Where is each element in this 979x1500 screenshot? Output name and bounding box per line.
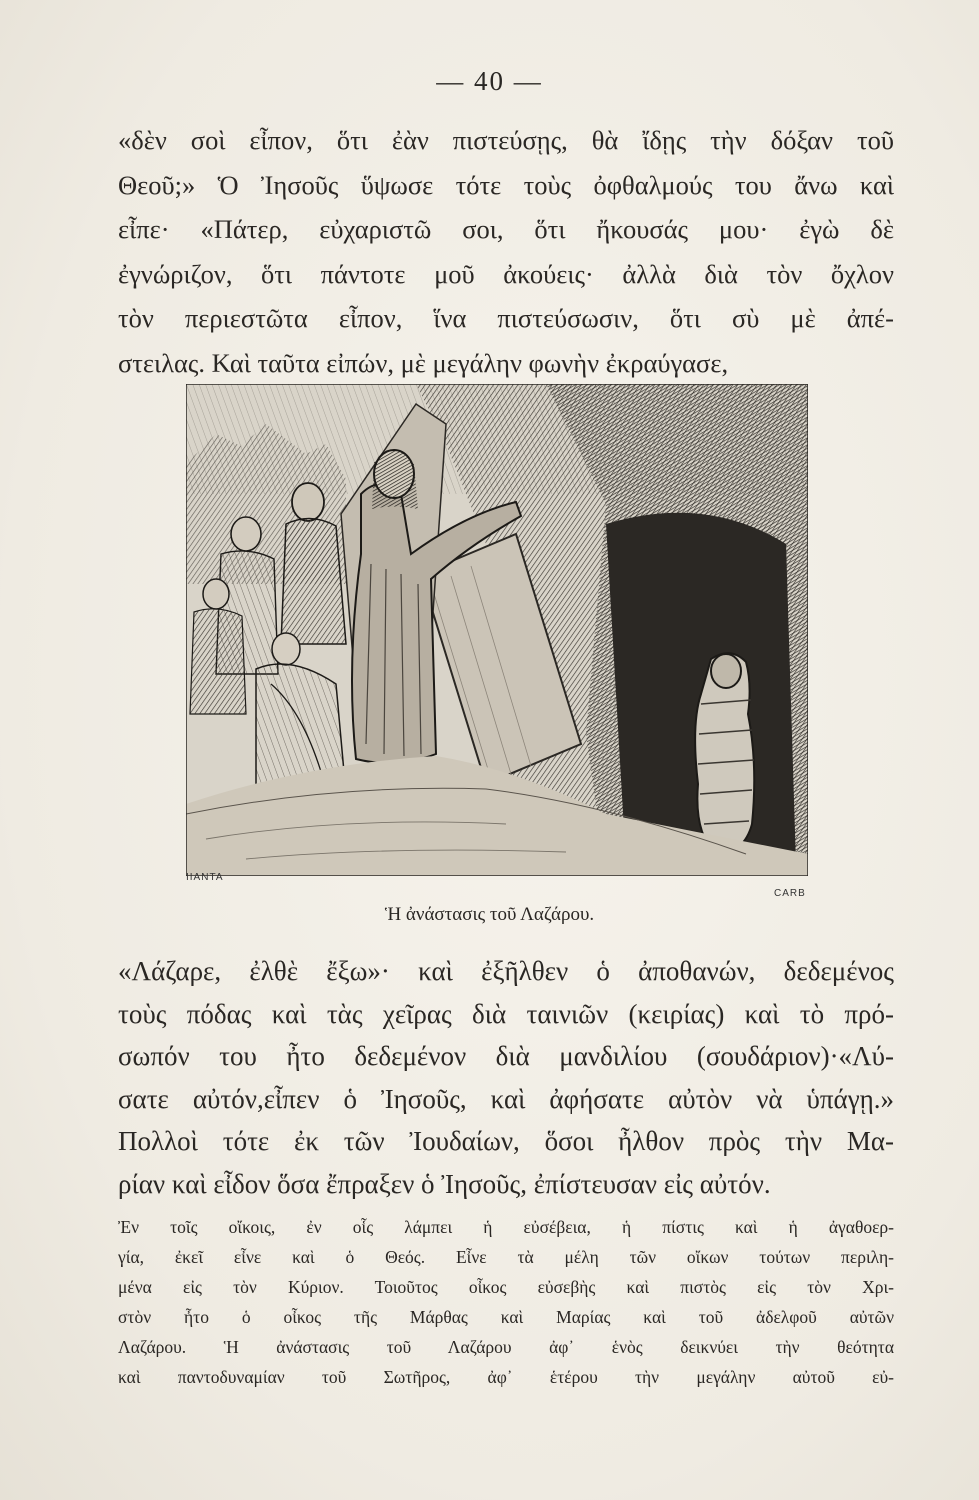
page-number: — 40 — (436, 66, 543, 96)
text-line: «δὲν σοὶ εἶπον, ὅτι ἐὰν πιστεύσῃς, θὰ ἴδῃς τὴν δόξαν τοῦ (118, 125, 894, 155)
text-line: στειλας. Καὶ ταῦτα εἰπών, μὲ μεγάλην φωνὴν ἐκραύγασε, (118, 347, 729, 378)
text-line: καὶ παντοδυναμίαν τοῦ Σωτῆρος, ἀφ᾽ ἑτέρου τὴν μεγάλην αὐτοῦ εὐ- (118, 1367, 894, 1387)
engraving-illustration (186, 384, 808, 876)
text-line: τὸν περιεστῶτα εἶπον, ἵνα πιστεύσωσιν, ὅτι σὺ μὲ ἀπέ- (118, 303, 894, 333)
text-line: «Λάζαρε, ἐλθὲ ἔξω»· καὶ ἐξῆλθεν ὁ ἀποθανών, δεδεμένος (118, 956, 894, 986)
text-line: σωπόν του ἦτο δεδεμένον διὰ μανδιλίου (σουδάριον)·«Λύ- (118, 1041, 894, 1071)
text-line: σατε αὐτόν,εἶπεν ὁ Ἰησοῦς, καὶ ἀφήσατε αὐτὸν νὰ ὑπάγῃ.» (118, 1083, 894, 1114)
text-line: εἶπε· «Πάτερ, εὐχαριστῶ σοι, ὅτι ἤκουσάς μου· ἐγὼ δὲ (118, 214, 894, 244)
main-paragraph (118, 950, 894, 1205)
figure-caption: Ἡ ἀνάστασις τοῦ Λαζάρου. (384, 904, 595, 925)
text-line: γία, ἐκεῖ εἶνε καὶ ὁ Θεός. Εἶνε τὰ μέλη τῶν οἴκων τούτων περιλη- (118, 1247, 894, 1267)
text-line: ἐγνώριζον, ὅτι πάντοτε μοῦ ἀκούεις· ἀλλὰ διὰ τὸν ὄχλον (118, 258, 894, 289)
text-line: Ἐν τοῖς οἴκοις, ἐν οἷς λάμπει ἡ εὐσέβεια, ἡ πίστις καὶ ἡ ἀγαθοερ- (118, 1217, 894, 1237)
top-paragraph (118, 118, 894, 385)
text-line: Πολλοὶ τότε ἐκ τῶν Ἰουδαίων, ὅσοι ἦλθον πρὸς τὴν Μα- (118, 1126, 894, 1156)
engraver-signature-right: CARB (774, 888, 806, 899)
text-line: Λαζάρου. Ἡ ἀνάστασις τοῦ Λαζάρου ἀφ᾽ ἑνὸς δεικνύει τὴν θεότητα (118, 1337, 894, 1357)
commentary-paragraph (118, 1212, 894, 1392)
text-line: τοὺς πόδας καὶ τὰς χεῖρας διὰ ταινιῶν (κειρίας) καὶ τὸ πρό- (118, 998, 894, 1029)
text-line: Θεοῦ;» Ὁ Ἰησοῦς ὕψωσε τότε τοὺς ὀφθαλμούς του ἄνω καὶ (118, 169, 894, 200)
text-line: μένα εἰς τὸν Κύριον. Τοιοῦτος οἶκος εὐσεβὴς καὶ πιστὸς εἰς τὸν Χρι- (118, 1277, 894, 1297)
text-line: στὸν ἦτο ὁ οἶκος τῆς Μάρθας καὶ Μαρίας καὶ τοῦ ἀδελφοῦ αὐτῶν (118, 1307, 894, 1327)
text-line: ρίαν καὶ εἶδον ὅσα ἔπραξεν ὁ Ἰησοῦς, ἐπίστευσαν εἰς αὐτόν. (118, 1168, 771, 1199)
engraver-signature-left: ΙΙΑΝΤΑ (186, 872, 224, 883)
